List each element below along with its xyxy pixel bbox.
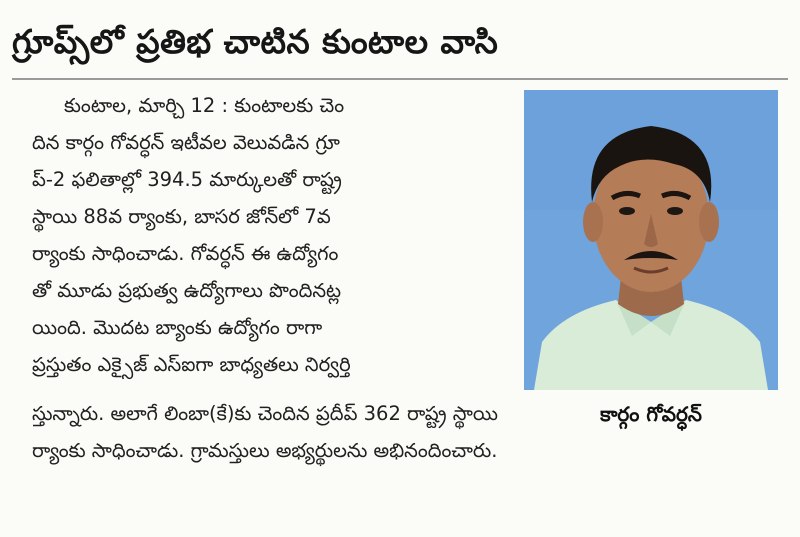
body-line-4: స్థాయి 88వ ర్యాంకు, బాసర జోన్‌లో 7వ	[32, 205, 331, 228]
right-ear	[699, 202, 719, 242]
portrait-photo	[524, 90, 778, 390]
body-line-6: తో మూడు ప్రభుత్వ ఉద్యోగాలు పొందినట్ల	[32, 279, 342, 302]
right-eye	[667, 207, 683, 215]
body-line-9: స్తున్నారు. అలాగే లింబా(కే)కు చెందిన ప్రదీప్ 362 రాష్ట్ర స్థాయి	[32, 402, 498, 425]
body-line-1: కుంటాల, మార్చి 12 : కుంటాలకు చెం	[64, 94, 345, 117]
left-eye	[619, 207, 635, 215]
body-line-7: యింది. మొదట బ్యాంకు ఉద్యోగం రాగా	[32, 316, 323, 339]
body-line-5: ర్యాంకు సాధించాడు. గోవర్ధన్ ఈ ఉద్యోగం	[32, 242, 339, 265]
headline-rule	[12, 78, 788, 80]
body-line-8: ప్రస్తుతం ఎక్సైజ్ ఎస్ఐగా బాధ్యతలు నిర్వర్తి	[32, 353, 351, 376]
left-ear	[583, 202, 603, 242]
portrait-illustration	[524, 90, 778, 390]
body-line-10: ర్యాంకు సాధించాడు. గ్రామస్తులు అభ్యర్థులను అభినందించారు.	[32, 439, 498, 462]
headline: గ్రూప్స్‌లో ప్రతిభ చాటిన కుంటాల వాసి	[12, 22, 499, 61]
body-line-3: ప్-2 ఫలితాల్లో 394.5 మార్కులతో రాష్ట్ర	[32, 168, 342, 191]
body-line-2: దిన కార్గం గోవర్ధన్ ఇటీవల వెలువడిన గ్రూ	[32, 131, 340, 154]
photo-caption: కార్గం గోవర్ధన్	[600, 402, 702, 426]
